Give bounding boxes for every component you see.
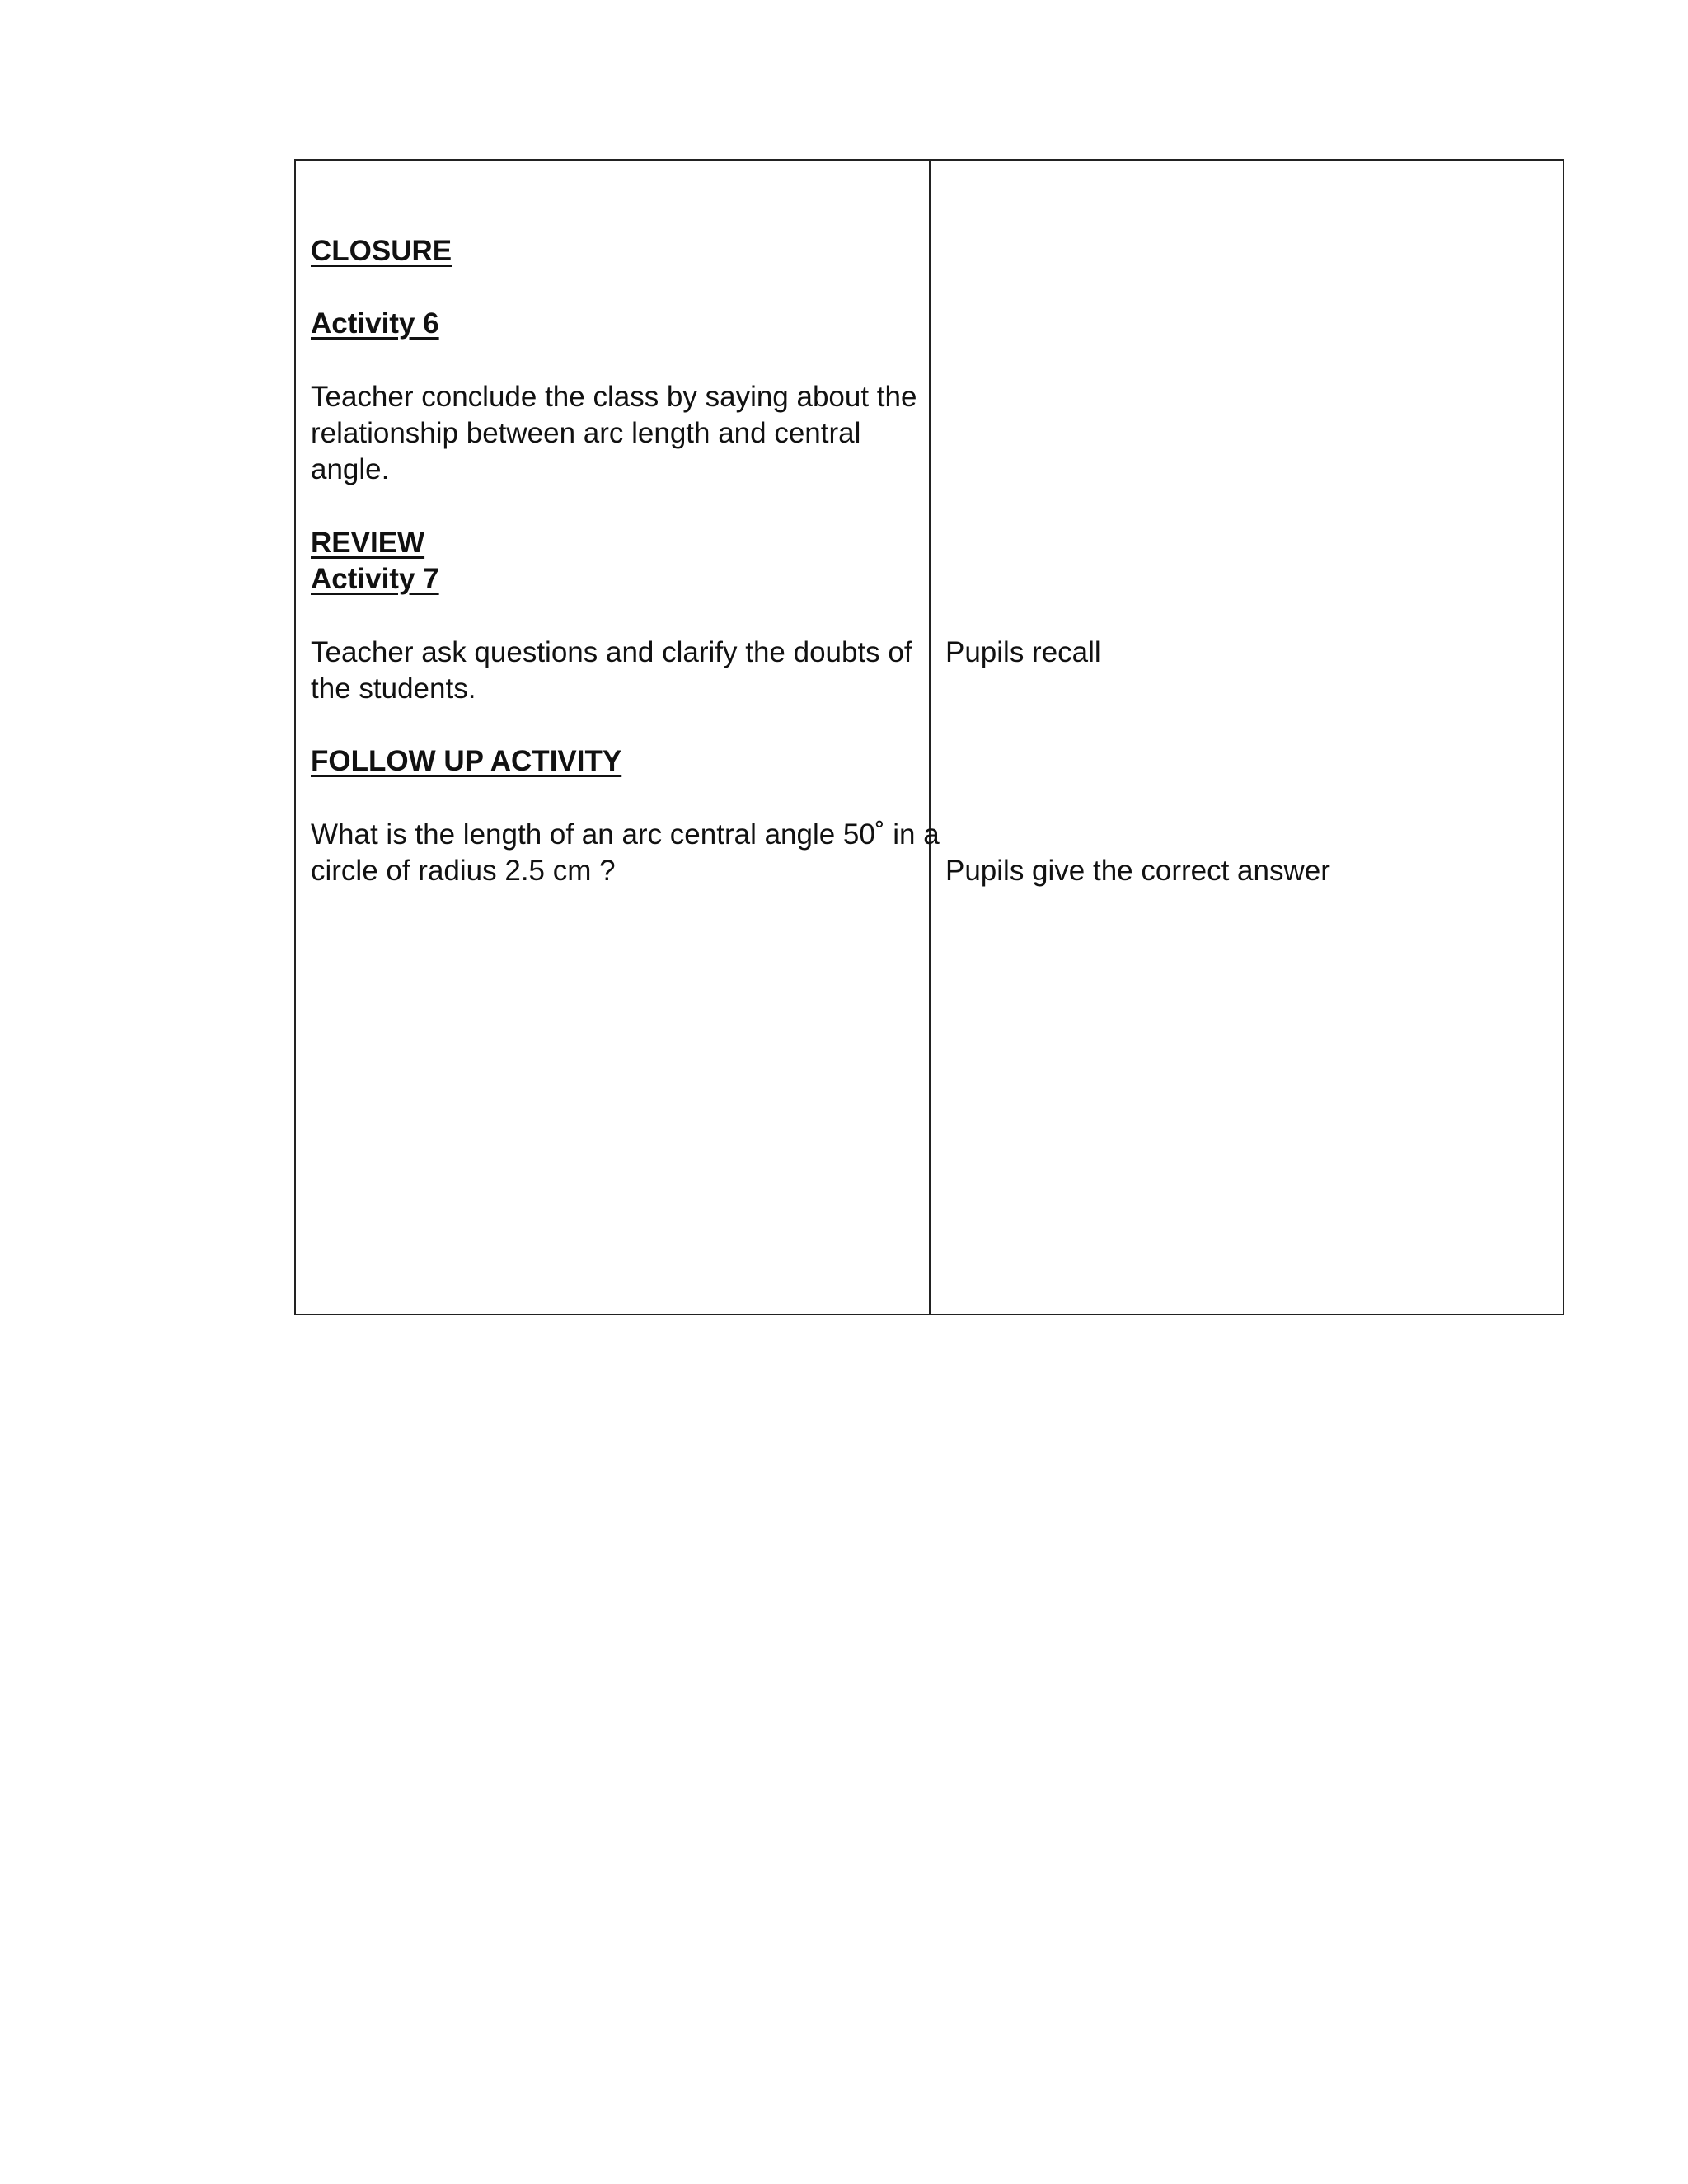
- activity-7-text-line-2: the students.: [311, 673, 476, 705]
- pupils-recall-text: Pupils recall: [945, 636, 1101, 668]
- closure-heading: CLOSURE: [311, 235, 452, 267]
- pupil-activity-column: [931, 161, 1563, 1314]
- review-heading: REVIEW: [311, 527, 425, 559]
- activity-6-text-line-2: relationship between arc length and central: [311, 417, 861, 449]
- activity-6-text-line-3: angle.: [311, 453, 390, 485]
- follow-up-activity-heading: FOLLOW UP ACTIVITY: [311, 745, 622, 777]
- activity-7-heading: Activity 7: [311, 563, 439, 595]
- activity-6-heading: Activity 6: [311, 307, 439, 340]
- follow-up-question-line-2: circle of radius 2.5 cm ?: [311, 855, 616, 887]
- teacher-activity-column: [296, 161, 940, 1314]
- activity-7-text-line-1: Teacher ask questions and clarify the doubts of: [311, 636, 912, 668]
- lesson-plan-table: [294, 159, 1564, 1315]
- follow-up-question-line-1: What is the length of an arc central angle 50˚ in a: [311, 818, 940, 851]
- activity-6-text-line-1: Teacher conclude the class by saying about the: [311, 381, 917, 413]
- pupils-answer-text: Pupils give the correct answer: [945, 855, 1330, 887]
